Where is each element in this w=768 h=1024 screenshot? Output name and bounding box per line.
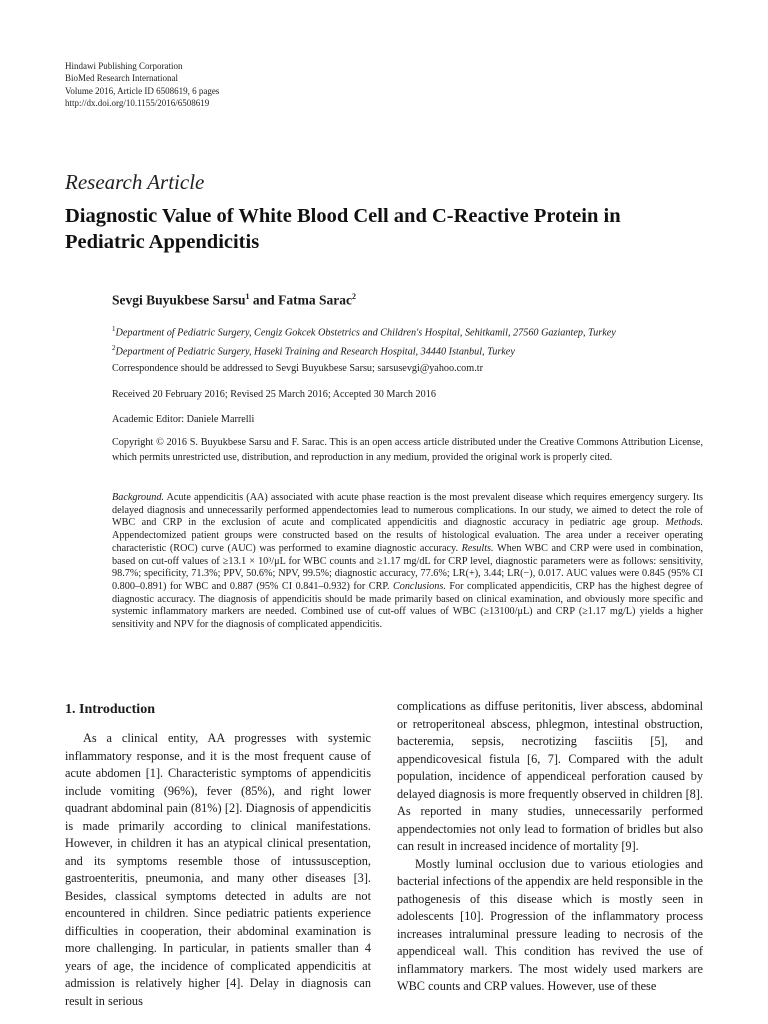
body-column-right bbox=[397, 698, 703, 996]
affiliation bbox=[112, 322, 616, 341]
academic-editor: Academic Editor: Daniele Marrelli bbox=[112, 414, 255, 425]
correspondence: Correspondence should be addressed to Sevgi Buyukbese Sarsu; sarsusevgi@yahoo.com.tr bbox=[112, 363, 483, 374]
article-dates: Received 20 February 2016; Revised 25 March 2016; Accepted 30 March 2016 bbox=[112, 389, 436, 400]
copyright-notice: Copyright © 2016 S. Buyukbese Sarsu and F. Sarac. This is an open access article distributed under the Creative Commons Attribution License, which permits unrestricted use, distribution, and reproduction in any medium, provided the original work is properly cited. bbox=[112, 437, 703, 463]
doi-link[interactable]: http://dx.doi.org/10.1155/2016/6508619 bbox=[65, 98, 210, 109]
section-heading: 1. Introduction bbox=[65, 702, 155, 717]
paragraph: As a clinical entity, AA progresses with systemic inflammatory response, and it is the most frequent cause of acute abdomen [1]. Characteristic symptoms of appendicitis include vomiting (96%), fever (85%), and right lower quadrant abdominal pain (81%) [2]. Diagnosis of appendicitis is made primarily according to clinical manifestations. However, in children it has an atypical clinical presentation, and its symptoms resemble those of intussusception, gastroenteritis, pneumonia, and many other diseases [3]. Besides, classical symptoms detected in adults are not encountered in children. Since pediatric patients experience difficulties in cooperation, their abdominal examination is more challenging. In particular, in patients smaller than 4 years of age, the incidence of complicated appendicitis at admission is relatively higher [4]. Delay in diagnosis can result in serious bbox=[65, 731, 371, 1008]
author-list bbox=[112, 292, 356, 309]
abstract-conclusions: For complicated appendicitis, CRP has the highest degree of diagnostic accuracy. The diagnosis of appendicitis should be made primarily based on clinical examination, and obviously more specific and systemic inflammatory markers are needed. Combined use of cut-off values of WBC (≥13100/μL) and CRP (≥1.17 mg/L) yields a higher sensitivity and NPV for the diagnosis of complicated appendicitis. bbox=[112, 580, 704, 631]
author-affiliation-mark: 2 bbox=[351, 292, 356, 301]
paragraph: Mostly luminal occlusion due to various etiologies and bacterial infections of the appendix are held responsible in the pathogenesis of this disease which is mostly seen in adolescents [10]. Progression of the inflammatory process increases intraluminal pressure leading to necrosis of the appendiceal wall. This condition has revived the use of inflammatory markers. The most widely used markers are WBC counts and CRP values. However, use of these bbox=[397, 856, 703, 993]
abstract-label-conclusions: Conclusions. bbox=[392, 580, 446, 592]
author-joiner: and bbox=[249, 292, 279, 308]
body-column-left bbox=[65, 730, 371, 1010]
article-type: Research Article bbox=[65, 170, 205, 194]
abstract-label-results: Results. bbox=[461, 542, 494, 554]
abstract-background: Acute appendicitis (AA) associated with acute phase reaction is the most prevalent disease which requires emergency surgery. Its delayed diagnosis and unnecessarily performed appendectomies lead to numerous complications. In our study, we aimed to detect the role of WBC and CRP in the exclusion of acute and complicated appendicitis and diagnostic accuracy in pediatric age group. bbox=[112, 492, 703, 529]
journal-name: BioMed Research International bbox=[65, 73, 178, 84]
abstract-label-background: Background. bbox=[112, 492, 164, 503]
affiliations bbox=[112, 322, 616, 360]
author-name: Sevgi Buyukbese Sarsu bbox=[112, 292, 246, 308]
affiliation bbox=[112, 341, 616, 360]
volume-info: Volume 2016, Article ID 6508619, 6 pages bbox=[65, 85, 220, 96]
affiliation-text: Department of Pediatric Surgery, Cengiz Gokcek Obstetrics and Children's Hospital, Sehitkamil, 27560 Gaziantep, Turkey bbox=[115, 327, 616, 339]
affiliation-mark: 2 bbox=[112, 343, 116, 352]
affiliation-mark: 1 bbox=[112, 325, 116, 333]
abstract-results: When WBC and CRP were used in combination, based on cut-off values of ≥13.1 × 10³/μL for WBC counts and ≥1.17 mg/dL for CRP level, diagnostic parameters were as follows: sensitivity, 98.7%; specificity, 71.3%; PPV, 50.6%; NPV, 99.5%; diagnostic accuracy, 77.6%; LR(+), 3.44; LR(−), 0.017. AUC values were 0.845 (95% CI 0.800–0.891) for WBC and 0.887 (95% CI 0.841–0.932) for CRP. bbox=[112, 542, 703, 592]
abstract-label-methods: Methods. bbox=[665, 517, 703, 529]
abstract-methods: Appendectomized patient groups were constructed based on the results of histological evaluation. The area under a receiver operating characteristic (ROC) curve (AUC) was performed to examine diagnostic accuracy. bbox=[112, 530, 703, 554]
author-name: Fatma Sarac bbox=[278, 292, 352, 308]
publisher-name: Hindawi Publishing Corporation bbox=[65, 61, 183, 71]
author-affiliation-mark: 1 bbox=[245, 292, 250, 301]
article-title: Diagnostic Value of White Blood Cell and C-Reactive Protein in Pediatric Appendicitis bbox=[65, 205, 621, 253]
affiliation-text: Department of Pediatric Surgery, Haseki Training and Research Hospital, 34440 Istanbul, Turkey bbox=[115, 346, 515, 358]
abstract bbox=[112, 492, 703, 632]
publication-info bbox=[65, 60, 219, 110]
paragraph: complications as diffuse peritonitis, liver abscess, abdominal or retroperitoneal abscess, phlegmon, intestinal obstruction, bacteremia, sepsis, necrotizing fasciitis [5], and appendicovesical fistula [6, 7]. Compared with the adult population, incidence of appendiceal perforation caused by delayed diagnosis is more frequently observed in children [8]. As reported in many studies, unnecessarily performed appendectomies not only lead to formation of bridles but also can result in increased incidence of mortality [9]. bbox=[397, 699, 703, 853]
